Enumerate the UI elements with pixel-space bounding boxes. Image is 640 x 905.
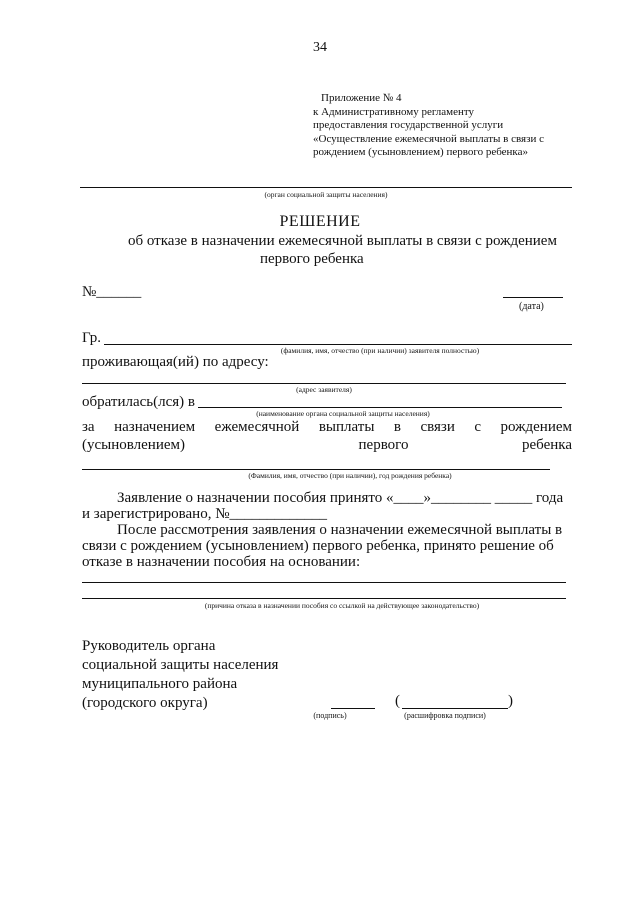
date-caption: (дата) — [519, 301, 544, 312]
purpose-word: ежемесячной — [214, 419, 300, 435]
signature-field — [331, 708, 375, 709]
decoding-caption: (расшифровка подписи) — [404, 711, 486, 720]
purpose-word: с — [474, 419, 482, 435]
purpose-line1 — [82, 419, 572, 436]
signatory-block — [82, 637, 278, 713]
purpose-word: первого — [358, 437, 409, 453]
statement-line2: и зарегистрировано, №_____________ — [82, 506, 328, 522]
reason-field-2 — [82, 598, 566, 599]
purpose-word: рождением — [500, 419, 572, 435]
address-field — [82, 383, 566, 384]
decision-line3: отказе в назначении пособия на основании: — [82, 554, 361, 570]
applied-label: обратилась(лся) в — [82, 394, 195, 410]
decision-line2: связи с рождением (усыновлением) первого ребенка, принято решение об — [82, 538, 554, 554]
date-line — [503, 297, 563, 298]
purpose-word: за — [82, 419, 95, 435]
decision-title: РЕШЕНИЕ — [279, 213, 361, 230]
address-caption: (адрес заявителя) — [296, 385, 352, 394]
decision-subtitle-line1: об отказе в назначении ежемесячной выплаты в связи с рождением — [128, 233, 557, 249]
child-field — [82, 469, 550, 470]
decision-number: №______ — [82, 284, 142, 300]
child-caption: (Фамилия, имя, отчество (при наличии), год рождения ребенка) — [248, 471, 452, 480]
reason-caption: (причина отказа в назначении пособия со ссылкой на действующее законодательство) — [204, 601, 480, 610]
purpose-word: в — [393, 419, 401, 435]
purpose-word: ребенка — [521, 437, 572, 453]
purpose-word: назначением — [114, 419, 196, 435]
decoding-bracket-close: ) — [508, 693, 513, 709]
appendix-line: «Осуществление ежемесячной выплаты в связи с — [313, 132, 544, 145]
appendix-line: предоставления государственной услуги — [313, 119, 504, 131]
appendix-line: Приложение № 4 — [321, 92, 402, 104]
applied-field — [198, 407, 562, 408]
applied-caption: (наименование органа социальной защиты населения) — [256, 409, 430, 418]
decoding-field — [402, 708, 508, 709]
signatory-line: социальной защиты населения — [82, 657, 279, 673]
org-line — [80, 187, 572, 188]
appendix-line: рождением (усыновлением) первого ребенка» — [313, 146, 528, 158]
citizen-caption: (фамилия, имя, отчество (при наличии) заявителя полностью) — [280, 346, 480, 355]
decision-subtitle-line2: первого ребенка — [260, 251, 364, 267]
signatory-line: муниципального района — [82, 676, 238, 692]
signature-caption: (подпись) — [313, 711, 347, 720]
page-number: 34 — [313, 40, 327, 55]
purpose-word: связи — [420, 419, 455, 435]
decision-line1: После рассмотрения заявления о назначении ежемесячной выплаты в — [117, 522, 563, 538]
statement-line1: Заявление о назначении пособия принято «____»________ _____ года — [117, 490, 564, 506]
purpose-word: выплаты — [318, 419, 375, 435]
citizen-name-field — [104, 344, 572, 345]
address-label: проживающая(ий) по адресу: — [82, 354, 269, 370]
reason-field-1 — [82, 582, 566, 583]
appendix-block — [313, 92, 544, 160]
purpose-line2 — [82, 437, 572, 454]
signatory-line: (городского округа) — [82, 695, 208, 711]
org-caption: (орган социальной защиты населения) — [264, 190, 388, 199]
decoding-bracket-open: ( — [395, 693, 400, 709]
signatory-line: Руководитель органа — [82, 638, 216, 654]
citizen-label: Гр. — [82, 330, 101, 346]
appendix-line: к Административному регламенту — [313, 105, 475, 118]
purpose-word: (усыновлением) — [82, 437, 185, 453]
